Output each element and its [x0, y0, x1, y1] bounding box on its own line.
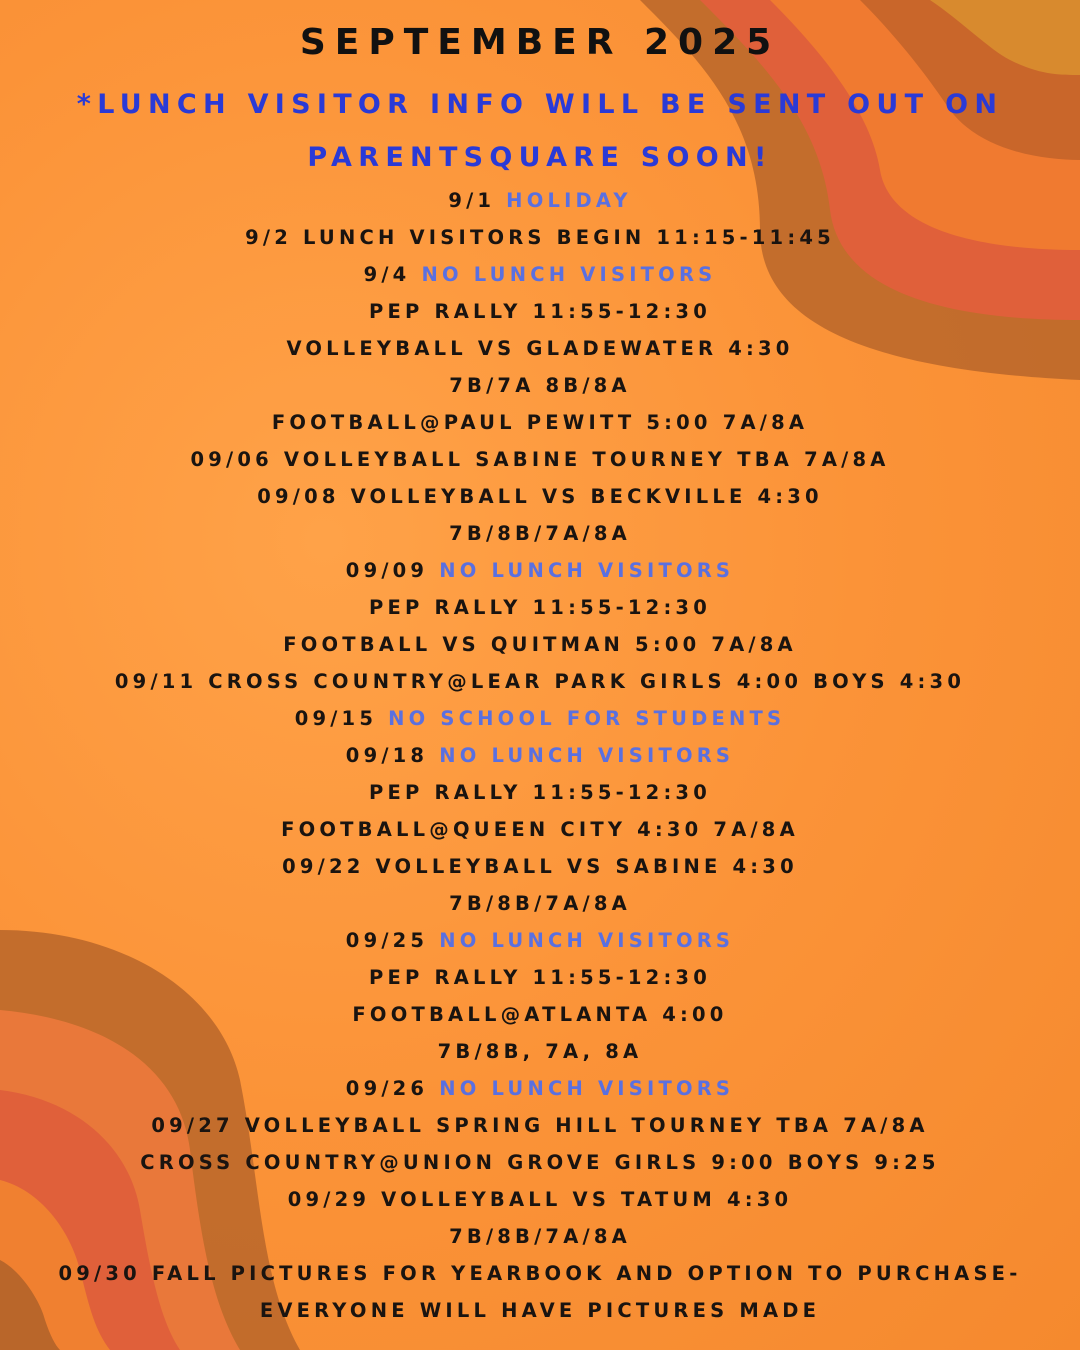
lunch-visitor-notice: *LUNCH VISITOR INFO WILL BE SENT OUT ON PARENTSQUARE SOON! [76, 89, 1004, 173]
schedule-line [0, 552, 1080, 589]
schedule-line [0, 1033, 1080, 1070]
schedule-line-text: PEP RALLY 11:55-12:30 [369, 966, 711, 989]
schedule-line [0, 1070, 1080, 1107]
schedule-line-text: 09/22 VOLLEYBALL VS SABINE 4:30 [282, 855, 798, 878]
schedule-line-text: 9/2 LUNCH VISITORS BEGIN 11:15-11:45 [245, 226, 835, 249]
schedule-line [0, 996, 1080, 1033]
schedule-line-text: FOOTBALL VS QUITMAN 5:00 7A/8A [283, 633, 797, 656]
schedule-line-text: 09/08 VOLLEYBALL VS BECKVILLE 4:30 [257, 485, 823, 508]
schedule-line-text: 09/11 CROSS COUNTRY@LEAR PARK GIRLS 4:00 BOYS 4:30 [114, 670, 966, 693]
schedule-line [0, 589, 1080, 626]
schedule-line [0, 404, 1080, 441]
schedule-line [0, 441, 1080, 478]
schedule-line [0, 848, 1080, 885]
schedule-line [0, 959, 1080, 996]
schedule-line-text: 09/15 [294, 707, 378, 730]
schedule-line-text: 09/09 [345, 559, 429, 582]
schedule-line-text: 09/30 FALL PICTURES FOR YEARBOOK AND OPTION TO PURCHASE- [58, 1262, 1022, 1285]
schedule-line-text: 7B/8B/7A/8A [449, 892, 631, 915]
schedule-line-text: 09/18 [345, 744, 429, 767]
schedule-line-text: 09/27 VOLLEYBALL SPRING HILL TOURNEY TBA 7A/8A [151, 1114, 929, 1137]
schedule-line [0, 1181, 1080, 1218]
schedule-line-text: 7B/7A 8B/8A [449, 374, 631, 397]
schedule-line-highlight: NO LUNCH VISITORS [439, 929, 735, 952]
schedule-line-text: 09/29 VOLLEYBALL VS TATUM 4:30 [287, 1188, 793, 1211]
schedule-line-text: CROSS COUNTRY@UNION GROVE GIRLS 9:00 BOYS 9:25 [140, 1151, 940, 1174]
schedule-line-text: VOLLEYBALL VS GLADEWATER 4:30 [286, 337, 794, 360]
schedule-line-text: FOOTBALL@QUEEN CITY 4:30 7A/8A [281, 818, 799, 841]
schedule-line [0, 219, 1080, 256]
schedule-line [0, 1107, 1080, 1144]
schedule-line-highlight: NO LUNCH VISITORS [421, 263, 717, 286]
schedule-line [0, 515, 1080, 552]
schedule-line [0, 737, 1080, 774]
schedule-line-highlight: NO SCHOOL FOR STUDENTS [388, 707, 786, 730]
schedule-line [0, 811, 1080, 848]
schedule-line [0, 663, 1080, 700]
schedule-line [0, 1218, 1080, 1255]
schedule-line-text: 7B/8B, 7A, 8A [437, 1040, 643, 1063]
schedule-line-text: FOOTBALL@PAUL PEWITT 5:00 7A/8A [271, 411, 809, 434]
schedule-line-text: EVERYONE WILL HAVE PICTURES MADE [259, 1299, 821, 1322]
schedule-line [0, 1255, 1080, 1292]
schedule-line [0, 1144, 1080, 1181]
schedule-line [0, 256, 1080, 293]
schedule-line-text: 9/4 [363, 263, 411, 286]
schedule-line-highlight: NO LUNCH VISITORS [439, 1077, 735, 1100]
schedule-line-highlight: NO LUNCH VISITORS [439, 744, 735, 767]
schedule-line-text: 9/1 [448, 189, 496, 212]
schedule-line [0, 885, 1080, 922]
schedule-line [0, 700, 1080, 737]
schedule-line-text: 09/25 [345, 929, 429, 952]
schedule-line [0, 367, 1080, 404]
schedule-line [0, 1292, 1080, 1329]
schedule-line-text: PEP RALLY 11:55-12:30 [369, 300, 711, 323]
schedule-line-highlight: NO LUNCH VISITORS [439, 559, 735, 582]
schedule-list [0, 182, 1080, 1329]
schedule-line [0, 922, 1080, 959]
schedule-line [0, 478, 1080, 515]
page-title: SEPTEMBER 2025 [299, 22, 781, 63]
schedule-line-text: PEP RALLY 11:55-12:30 [369, 781, 711, 804]
schedule-line-text: 09/26 [345, 1077, 429, 1100]
schedule-line-text: FOOTBALL@ATLANTA 4:00 [352, 1003, 728, 1026]
schedule-line [0, 626, 1080, 663]
schedule-line [0, 182, 1080, 219]
schedule-line-text: 7B/8B/7A/8A [449, 522, 631, 545]
schedule-line-text: 09/06 VOLLEYBALL SABINE TOURNEY TBA 7A/8A [190, 448, 890, 471]
schedule-line-text: PEP RALLY 11:55-12:30 [369, 596, 711, 619]
schedule-line [0, 774, 1080, 811]
schedule-line-text: 7B/8B/7A/8A [449, 1225, 631, 1248]
schedule-line [0, 293, 1080, 330]
schedule-line-highlight: HOLIDAY [506, 189, 632, 212]
schedule-line [0, 330, 1080, 367]
